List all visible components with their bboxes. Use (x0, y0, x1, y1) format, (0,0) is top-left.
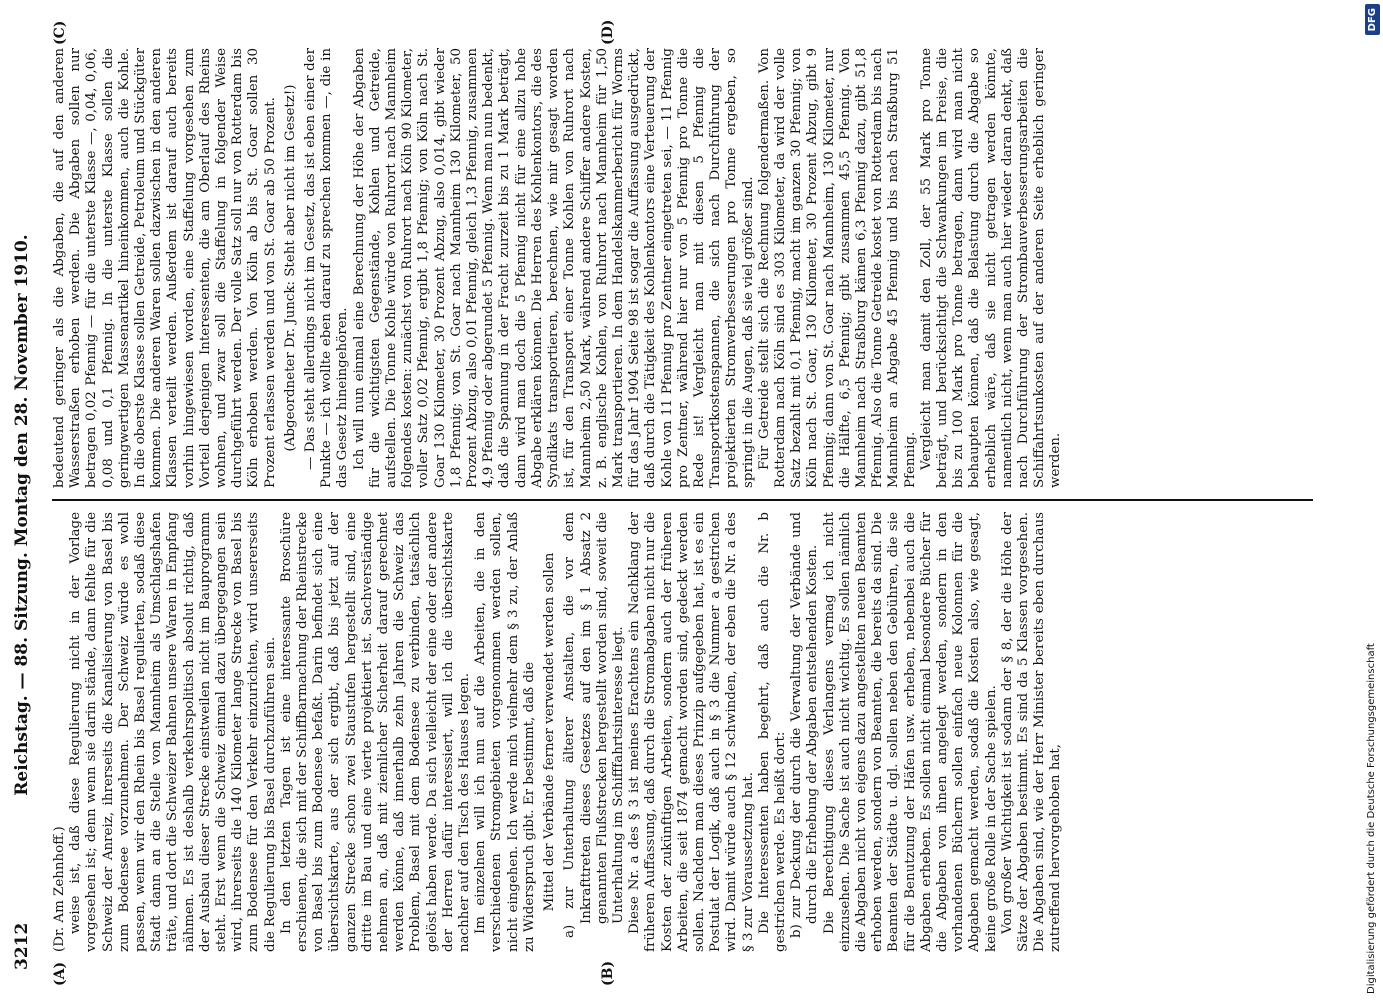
paragraph: Im einzelnen will ich nun auf die Arbeiten, die in den verschiedenen Stromgebieten vorgenommen werden sollen, nicht eingehen. Ich werde mich vielmehr dem § 3 zu, der Anlaß zu Widerspruch gibt. Er bestimmt, daß die (473, 512, 537, 952)
paragraph: Ich will nun einmal eine Berechnung der Höhe der Abgaben für die wichtigsten Gegenstände, Kohlen und Getreide, aufstellen. Die Tonne Kohle würde von Ruhrort nach Mannheim folgendes kosten: zunächst von Ruhrort nach Köln 90 Kilometer, voller Satz 0,02 Pfennig, ergibt 1,8 Pfennig; von Köln nach St. Goar 130 Kilometer, 30 Prozent Abzug, also 0,014, gibt wieder 1,8 Pfennig; von St. Goar nach Mannheim 130 Kilometer, 50 Prozent Abzug, also 0,01 Pfennig, gleich 1,3 Pfennig, zusammen 4,9 Pfennig oder abgerundet 5 Pfennig. Wenn man nun bedenkt, daß die Spannung in der Fracht zurzeit bis zu 1 Mark beträgt, dann wird man doch die 5 Pfennig nicht für eine allzu hohe Abgabe erklären können. Die Herren des Kohlenkontors, die des Syndikats transportieren, berechnen, wie mir gesagt worden ist, für den Transport einer Tonne Kohlen von Ruhrort nach Mannheim 2,50 Mark, während andere Schiffer andere Kosten, z. B. englische Kohlen, von Ruhrort nach Mannheim für 1,50 Mark transportieren. In dem Handelskammerbericht für Worms für das Jahr 1904 Seite 98 ist sogar die Auffassung ausgedrückt, daß durch die Tätigkeit des Kohlenkontors eine Verteuerung der Kohle von 11 Pfennig pro Zentner eingetreten sei, — 11 Pfennig pro Zentner, während hier nur von 5 Pfennig pro Tonne die Rede ist! Vergleicht man mit diesen 5 Pfennig die Transportkostenspannen, die sich nach Durchführung der projektierten Stromverbesserungen pro Tonne ergeben, so springt in die Augen, daß sie viel größer sind. (351, 48, 756, 488)
page-footer (1359, 0, 1383, 1000)
quoted-heading: Mittel der Verbände ferner verwendet werden sollen (542, 552, 558, 912)
quoted-item-a: a) zur Unterhaltung älterer Anstalten, die vor dem Inkrafttreten dieses Gesetzes auf den im § 1 Absatz 2 genannten Flußstrecken hergestellt worden sind, soweit die Unterhaltung im Schifffahrtsinteresse liegt. (562, 512, 626, 938)
footer-text: Digitalisierung gefördert durch die Deutsche Forschungsgemeinschaft (1366, 643, 1377, 994)
margin-letter-b: (B) (600, 960, 616, 986)
paragraph: Die Berechtigung dieses Verlangens vermag ich nicht einzusehen. Die Sache ist auch nicht wichtig. Es sollen nämlich die Abgaben nicht von eigens dazu angestellten neuen Beamten erhoben werden, sondern von Beamten, die bereits da sind. Die Beamten der Städte u. dgl. sollen neben den Gebühren, die sie für die Benutzung der Häfen usw. erheben, nebenbei auch die Abgaben erheben. Es sollen nicht einmal besondere Bücher für die Abgaben von ihnen angelegt werden, sondern in den vorhandenen Büchern sollen einfach neue Kolonnen für die Abgaben gemacht werden, sodaß die Kosten also, wie gesagt, keine große Rolle in der Sache spielen. (821, 512, 999, 952)
paragraph: Die Interessenten haben begehrt, daß auch die Nr. b gestrichen werde. Es heißt dort: (756, 512, 788, 952)
margin-letter-c: (C) (52, 20, 68, 45)
paragraph: In den letzten Tagen ist eine interessante Broschüre erschienen, die sich mit der Schiffbarmachung der Rheinstrecke von Basel bis zum Bodensee befaßt. Darin befindet sich eine übersichtskarte, aus der sich ergibt, daß bis jetzt auf der ganzen Strecke schon zwei Staustufen hergestellt sind, eine dritte im Bau und eine vierte projektiert ist. Sachverständige nehmen an, daß mit ziemlicher Sicherheit darauf gerechnet werden könne, daß innerhalb zehn Jahren die Schweiz das Problem, Basel mit dem Bodensee zu verbinden, tatsächlich gelöst haben werde. Da sich vielleicht der eine oder der andere der Herren dafür interessiert, will ich die übersichtskarte nachher auf den Tisch des Hauses legen. (278, 512, 473, 952)
speaker-label: (Dr. Am Zehnhoff.) (52, 826, 67, 952)
margin-letter-d: (D) (600, 19, 616, 45)
paragraph: Vergleicht man damit den Zoll, der 55 Mark pro Tonne beträgt, und berücksichtigt die Schwankungen im Preise, die bis zu 100 Mark pro Tonne betragen, dann wird man nicht behaupten können, daß die Belastung durch die Abgabe so erheblich wäre, daß sie nicht getragen werden könnte, namentlich nicht, wenn man auch hier wieder daran denkt, daß nach Durchführung der Strombauverbesserungsarbeiten die Schiffahrtsunkosten auf der anderen Seite erheblich geringer werden. (918, 48, 1064, 488)
quoted-item-b: b) zur Deckung der durch die Verwaltung der Verbände und durch die Erhebung der Abgaben entstehenden Kosten. (789, 512, 821, 938)
paragraph: Diese Nr. a des § 3 ist meines Erachtens ein Nachklang der früheren Auffassung, daß durch die Stromabgaben nicht nur die Kosten der zukünftigen Arbeiten, sondern auch der früheren Arbeiten, die seit 1874 gemacht worden sind, gedeckt werden sollen. Nachdem man dieses Prinzip aufgegeben hat, ist es ein Postulat der Logik, daß auch in § 3 die Nummer a gestrichen wird. Damit würde auch § 12 schwinden, der eben die Nr. a des § 3 zur Voraussetzung hat. (627, 512, 756, 952)
dfg-logo: DFG (1365, 4, 1380, 35)
interjection: (Abgeordneter Dr. Junck: Steht aber nicht im Gesetz!) (282, 84, 298, 452)
page-title: Reichstag. — 88. Sitzung. Montag den 28. November 1910. (12, 234, 32, 796)
paragraph: bedeutend geringer als die Abgaben, die auf den anderen Wasserstraßen erhoben werden. Die Abgaben sollen nur betragen 0,02 Pfennig — für die unterste Klasse —, 0,04, 0,06, 0,08 und 0,1 Pfennig. In die unterste Klasse sollen die geringwertigen Massenartikel hineinkommen, auch die Kohle. In die oberste Klasse sollen Getreide, Petroleum und Stückgüter kommen. Die anderen Waren sollen dazwischen in den anderen Klassen verteilt werden. Außerdem ist darauf auch bereits vorhin hingewiesen worden, eine Staffelung vorgesehen zum Vorteil derjenigen Interessenten, die am Oberlauf des Rheins wohnen, und zwar soll die Staffelung in folgender Weise durchgeführt werden. Der volle Satz soll nur von Rotterdam bis Köln erhoben werden. Von Köln ab bis St. Goar sollen 30 Prozent erlassen werden und von St. Goar ab 50 Prozent. (52, 48, 278, 488)
paragraph: — Das steht allerdings nicht im Gesetz, das ist eben einer der Punkte — ich wollte eben darauf zu sprechen kommen —, die in das Gesetz hineingehören. (303, 48, 351, 488)
right-column (52, 48, 1313, 488)
paragraph: Für Getreide stellt sich die Rechnung folgendermaßen. Von Rotterdam nach Köln sind es 303 Kilometer, da wird der volle Satz bezahlt mit 0,1 Pfennig, macht im ganzen 30 Pfennig; von Köln nach St. Goar, 130 Kilometer, 30 Prozent Abzug, gibt 9 Pfennig; dann von St. Goar nach Mannheim, 130 Kilometer, nur die Hälfte, 6,5 Pfennig; gibt zusammen 45,5 Pfennig. Von Mannheim nach Straßburg kämen 6,3 Pfennig dazu, gibt 51,8 Pfennig. Also die Tonne Getreide kostet von Rotterdam bis nach Mannheim an Abgabe 45 Pfennig und bis nach Straßburg 51 Pfennig. (756, 48, 918, 488)
paragraph: Von großer Wichtigkeit ist sodann der § 8, der die Höhe der Sätze der Abgaben bestimmt. Es sind da 5 Klassen vorgesehen. Die Abgaben sind, wie der Herr Minister bereits eben durchaus zutreffend hervorgehoben hat, (999, 512, 1064, 952)
paragraph: weise ist, daß diese Regulierung nicht in der Vorlage vorgesehen ist; denn wenn sie darin stände, dann fehlte für die Schweiz der Anreiz, ihrerseits die Kanalisierung von Basel bis zum Bodensee vorzunehmen. Der Schweiz würde es wohl passen, wenn wir den Rhein bis Basel regulierten, sodaß diese Stadt dann an die Stelle von Mannheim als Umschlagshafen träte, und dort die Schweizer Bahnen unsere Waren in Empfang nähmen. Es ist deshalb verkehrspolitisch absolut richtig, daß der Ausbau dieser Strecke einstweilen nicht im Bauprogramm steht. Erst wenn die Schweiz einmal dazu übergegangen sein wird, ihrerseits die 140 Kilometer lange Strecke von Basel bis zum Bodensee für den Verkehr einzurichten, wird unsererseits die Regulierung bis Basel durchzuführen sein. (68, 512, 278, 952)
column-divider (52, 499, 1313, 501)
margin-letter-a: (A) (52, 961, 68, 986)
left-column (52, 512, 1313, 952)
page-number: 3212 (12, 922, 32, 970)
page-header (12, 60, 40, 970)
